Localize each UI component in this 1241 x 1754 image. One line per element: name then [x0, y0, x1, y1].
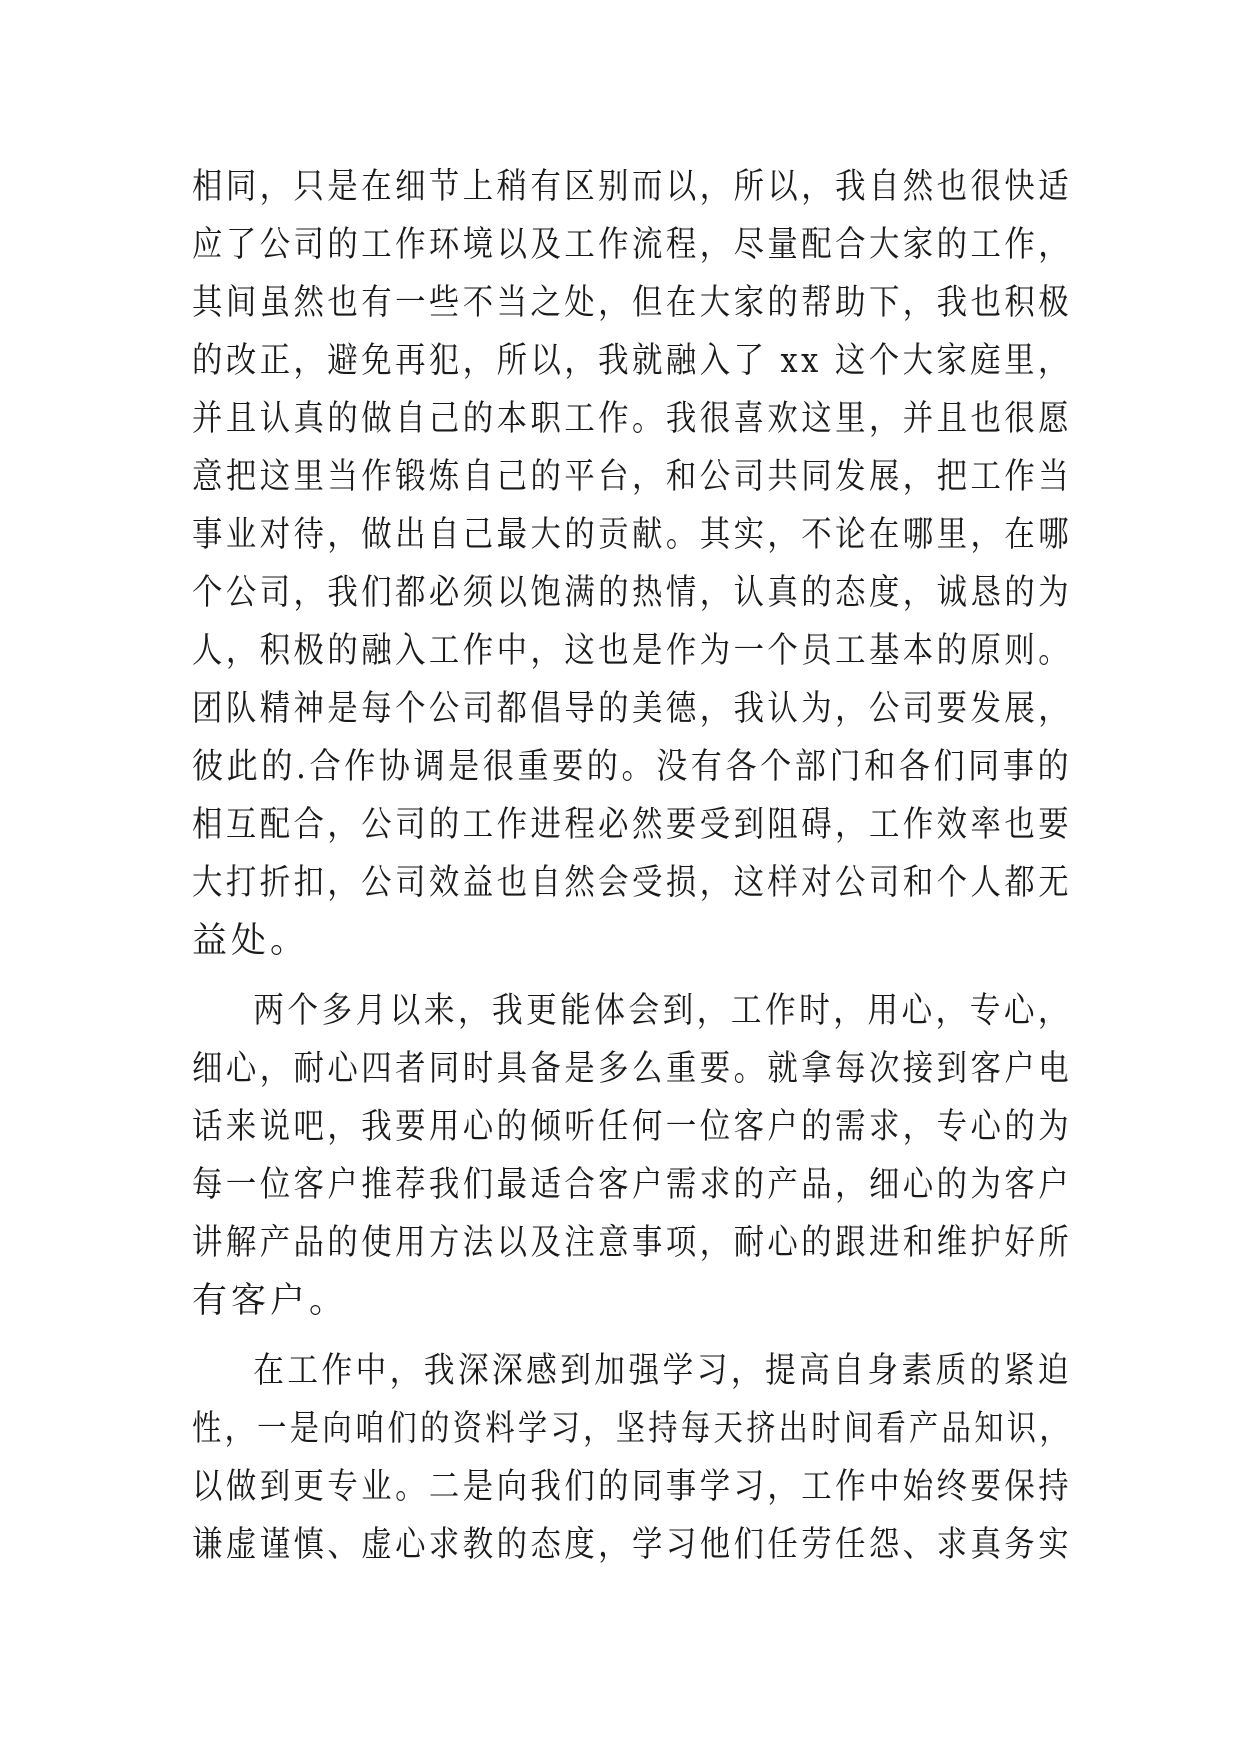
text-line: 的改正，避免再犯，所以，我就融入了 xx 这个大家庭里，: [192, 341, 1072, 381]
document-body: [192, 158, 1072, 1574]
text-line: 意把这里当作锻炼自己的平台，和公司共同发展，把工作当: [192, 457, 1073, 497]
text-line: 在工作中，我深深感到加强学习，提高自身素质的紧迫: [253, 1351, 1073, 1391]
text-line: 其间虽然也有一些不当之处，但在大家的帮助下，我也积极: [192, 283, 1073, 323]
text-line: 益处。: [192, 921, 310, 961]
text-line: 细心，耐心四者同时具备是多么重要。就拿每次接到客户电: [192, 1049, 1073, 1089]
text-line: 人，积极的融入工作中，这也是作为一个员工基本的原则。: [192, 631, 1073, 671]
text-line: 讲解产品的使用方法以及注意事项，耐心的跟进和维护好所: [192, 1223, 1073, 1263]
text-line: 彼此的.合作协调是很重要的。没有各个部门和各们同事的: [192, 747, 1073, 787]
text-line: 个公司，我们都必须以饱满的热情，认真的态度，诚恳的为: [192, 573, 1073, 613]
paragraph-2: [192, 982, 1072, 1330]
text-line: 有客户。: [192, 1281, 349, 1321]
text-line: 以做到更专业。二是向我们的同事学习，工作中始终要保持: [192, 1467, 1073, 1507]
paragraph-3: [192, 1342, 1072, 1574]
text-line: 两个多月以来，我更能体会到，工作时，用心，专心，: [253, 991, 1073, 1031]
text-line: 话来说吧，我要用心的倾听任何一位客户的需求，专心的为: [192, 1107, 1073, 1147]
text-line: 应了公司的工作环境以及工作流程，尽量配合大家的工作，: [192, 225, 1073, 265]
text-line: 谦虚谨慎、虚心求教的态度，学习他们任劳任怨、求真务实: [192, 1525, 1073, 1565]
text-line: 每一位客户推荐我们最适合客户需求的产品，细心的为客户: [192, 1165, 1073, 1205]
text-line: 性，一是向咱们的资料学习，坚持每天挤出时间看产品知识，: [192, 1409, 1073, 1449]
text-line: 相同，只是在细节上稍有区别而以，所以，我自然也很快适: [192, 167, 1073, 207]
text-line: 大打折扣，公司效益也自然会受损，这样对公司和个人都无: [192, 863, 1073, 903]
text-line: 相互配合，公司的工作进程必然要受到阻碍，工作效率也要: [192, 805, 1073, 845]
text-line: 团队精神是每个公司都倡导的美德，我认为，公司要发展，: [192, 689, 1073, 729]
paragraph-1: [192, 158, 1072, 970]
text-line: 事业对待，做出自己最大的贡献。其实，不论在哪里，在哪: [192, 515, 1073, 555]
text-line: 并且认真的做自己的本职工作。我很喜欢这里，并且也很愿: [192, 399, 1073, 439]
